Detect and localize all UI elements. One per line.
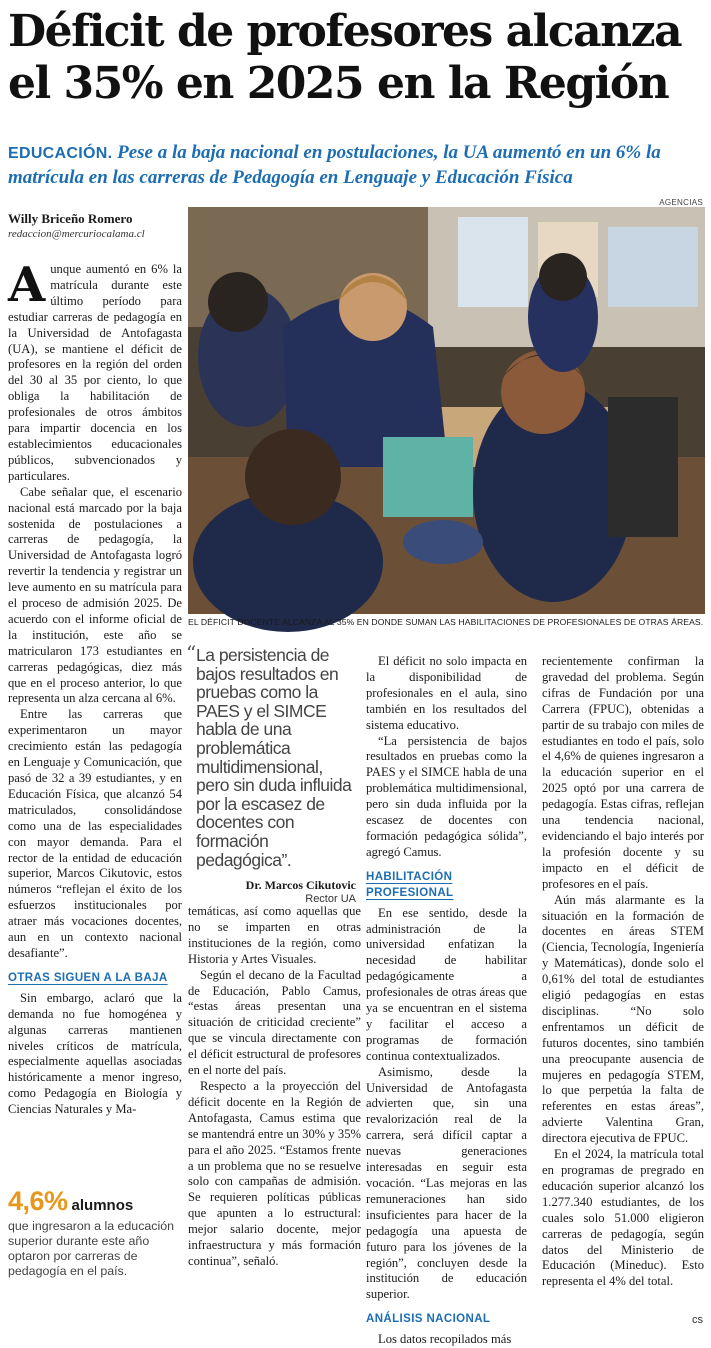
body-paragraph: En el 2024, la matrícula total en programas de pregrado en educación superior alcanzó los 1.277.340 estudiantes, de los cuales solo 51.000 eligieron carreras de pedagogía, según datos del Ministerio de Educación (Mineduc). Esto representa el 4% del total. <box>542 1147 704 1289</box>
body-paragraph: Aún más alarmante es la situación en la formación de docentes en áreas STEM (Ciencia, Tecnología, Ingeniería y Matemáticas), donde solo el 0,61% del total de estudiantes eligió pedagogías en estas disciplinas. “No solo enfrentamos un déficit de futuros docentes, sino también una preocupante ausencia de mujeres en pedagogía STEM, lo que perpetúa la falta de referentes en estas áreas”, advierte Valentina Gran, directora ejecutiva de FPUC. <box>542 892 704 1146</box>
pull-quote-text: La persistencia de bajos resultados en pruebas como la PAES y el SIMCE habla de una problemática multidimensional, pero sin duda influida por la escasez de docentes con formación pedagógica”. <box>196 645 352 870</box>
stat-unit: alumnos <box>71 1197 134 1214</box>
byline <box>8 210 183 242</box>
author-email: redaccion@mercuriocalama.cl <box>8 228 145 240</box>
article-column-4 <box>542 654 704 1290</box>
body-paragraph: Según el decano de la Facultad de Educación, Pablo Camus, “estas áreas presentan una situación de criticidad creciente” que se vincula directamente con el déficit estructural de profesores en el norte del país. <box>188 967 361 1078</box>
body-paragraph: Cabe señalar que, el escenario nacional está marcado por la baja sostenida de postulaciones a carreras de pedagogía, la Universidad de Antofagasta logró revertir la tendencia y registrar un leve aumento en su matrícula para el proceso de admisión 2025. De acuerdo con el informe oficial de la institución, este año se matricularon 173 estudiantes en carreras pedagógicas, diez más que en el proceso anterior, lo que representa un alza cercana al 6%. <box>8 484 182 706</box>
body-paragraph: temáticas, así como aquellas que no se imparten en otras instituciones de la región, como Historia y Artes Visuales. <box>188 904 361 966</box>
subheading: ANÁLISIS NACIONAL <box>366 1313 491 1326</box>
body-paragraph: Entre las carreras que experimentaron un mayor crecimiento están las pedagogía en Lenguaje y Comunicación, que pasó de 32 a 39 estudiantes, y en Educación Física, que alcanzó 54 matriculados, consolidándose como una de las especialidades con mayor demanda. Para el rector de la entidad de educación superior, Marcos Cikutovic, estos números “reflejan el éxito de los esfuerzos institucionales por atraer más vocaciones docentes, aun en un contexto nacional desafiante”. <box>8 707 182 960</box>
lead-text: Pese a la baja nacional en postulaciones, la UA aumentó en un 6% la matrícula en las carreras de Pedagogía en Lenguaje y Educación Física <box>8 142 661 188</box>
pull-quote-role: Rector UA <box>305 893 356 906</box>
body-paragraph: recientemente confirman la gravedad del problema. Según cifras de Fundación por una Carrera (FPUC), obtenidas a partir de su trabajo con miles de estudiantes en todo el país, solo el 4,6% de quienes ingresaron a la educación superior en el 2025 optó por una carrera de pedagogía. Estas cifras, reflejan una tendencia nacional, evidenciando el bajo interés por la profesión docente y su impacto en el déficit de profesores en el país. <box>542 654 704 891</box>
section-kicker: EDUCACIÓN. <box>8 145 113 162</box>
lead-paragraph <box>8 141 706 190</box>
author-name: Willy Briceño Romero <box>8 211 133 226</box>
body-paragraph: Aunque aumentó en 6% la matrícula durante este último período para estudiar carreras de pedagogía en la Universidad de Antofagasta (UA), se mantiene el déficit de profesores en la región del orden del 30 al 35 por ciento, lo que obliga la habilitación de profesionales de otros ámbitos para impartir docencia en los establecimientos educacionales públicos, subvencionados y particulares. <box>8 257 182 483</box>
quote-mark-icon: “ <box>186 641 197 665</box>
body-paragraph: Asimismo, desde la Universidad de Antofagasta advierten que, sin una revalorización real de la carrera, será difícil captar a nuevas generaciones interesadas en seguir esta vocación. “Las mejoras en las remuneraciones han sido insuficientes para hacer de la pedagogía una apuesta de futuro para los jóvenes de la región”, concluyen desde la institución de educación superior. <box>366 1064 527 1302</box>
photo-caption: EL DÉFICIT DOCENTE ALCANZA AL 35% EN DONDE SUMAN LAS HABILITACIONES DE PROFESIONALES DE OTRAS ÁREAS. <box>188 617 704 627</box>
classroom-photo-illustration <box>188 207 705 614</box>
photo-credit: AGENCIAS <box>659 198 703 207</box>
pull-quote-author: Dr. Marcos Cikutovic <box>245 878 356 893</box>
body-paragraph: Respecto a la proyección del déficit docente en la Región de Antofagasta, Camus estima que se mantendrá entre un 30% y 35% para el año 2025. “Estamos frente a un problema que no se resuelve solo con campañas de admisión. Se requieren políticas públicas que apunten a lo estructural: mejor salario docente, mejor infraestructura y más formación continua”, señaló. <box>188 1078 361 1268</box>
body-paragraph: El déficit no solo impacta en la disponibilidad de profesionales en el aula, sino también en los resultados del sistema educativo. <box>366 654 527 732</box>
headline: Déficit de profesores alcanza el 35% en 2025 en la Región <box>8 6 682 109</box>
classroom-photo <box>188 207 705 614</box>
stat-description: que ingresaron a la educación superior durante este año optaron por carreras de pedagogía en el país. <box>8 1219 175 1278</box>
article-column-2 <box>188 904 361 1270</box>
body-paragraph: “La persistencia de bajos resultados en pruebas como la PAES y el SIMCE habla de una problemática multidimensional, pero sin duda influida por la escasez de docentes con formación pedagógica sólida”, agregó Camus. <box>366 733 527 859</box>
stat-box <box>8 1186 184 1279</box>
drop-cap: A <box>8 257 46 313</box>
article-column-1 <box>8 257 182 1118</box>
body-paragraph: En ese sentido, desde la administración de la universidad enfatizan la necesidad de habilitar pedagógicamente a profesionales de otras áreas que ya se encuentran en el sistema y facilitar el acceso a programas de formación continua contextualizados. <box>366 905 527 1063</box>
body-paragraph: Sin embargo, aclaró que la demanda no fue homogénea y algunas carreras mantienen niveles críticos de matrícula, especialmente aquellas asociadas históricamente a menor ingreso, como Pedagogía en Biología y Ciencias Naturales y Ma- <box>8 990 182 1117</box>
pull-quote <box>186 641 356 906</box>
article-column-3 <box>366 654 527 1348</box>
stat-value: 4,6% <box>8 1186 68 1216</box>
subheading: HABILITACIÓN PROFESIONAL <box>366 870 454 899</box>
subheading: OTRAS SIGUEN A LA BAJA <box>8 971 168 984</box>
end-mark: cs <box>692 1314 703 1326</box>
body-paragraph: Los datos recopilados más <box>378 1332 512 1347</box>
